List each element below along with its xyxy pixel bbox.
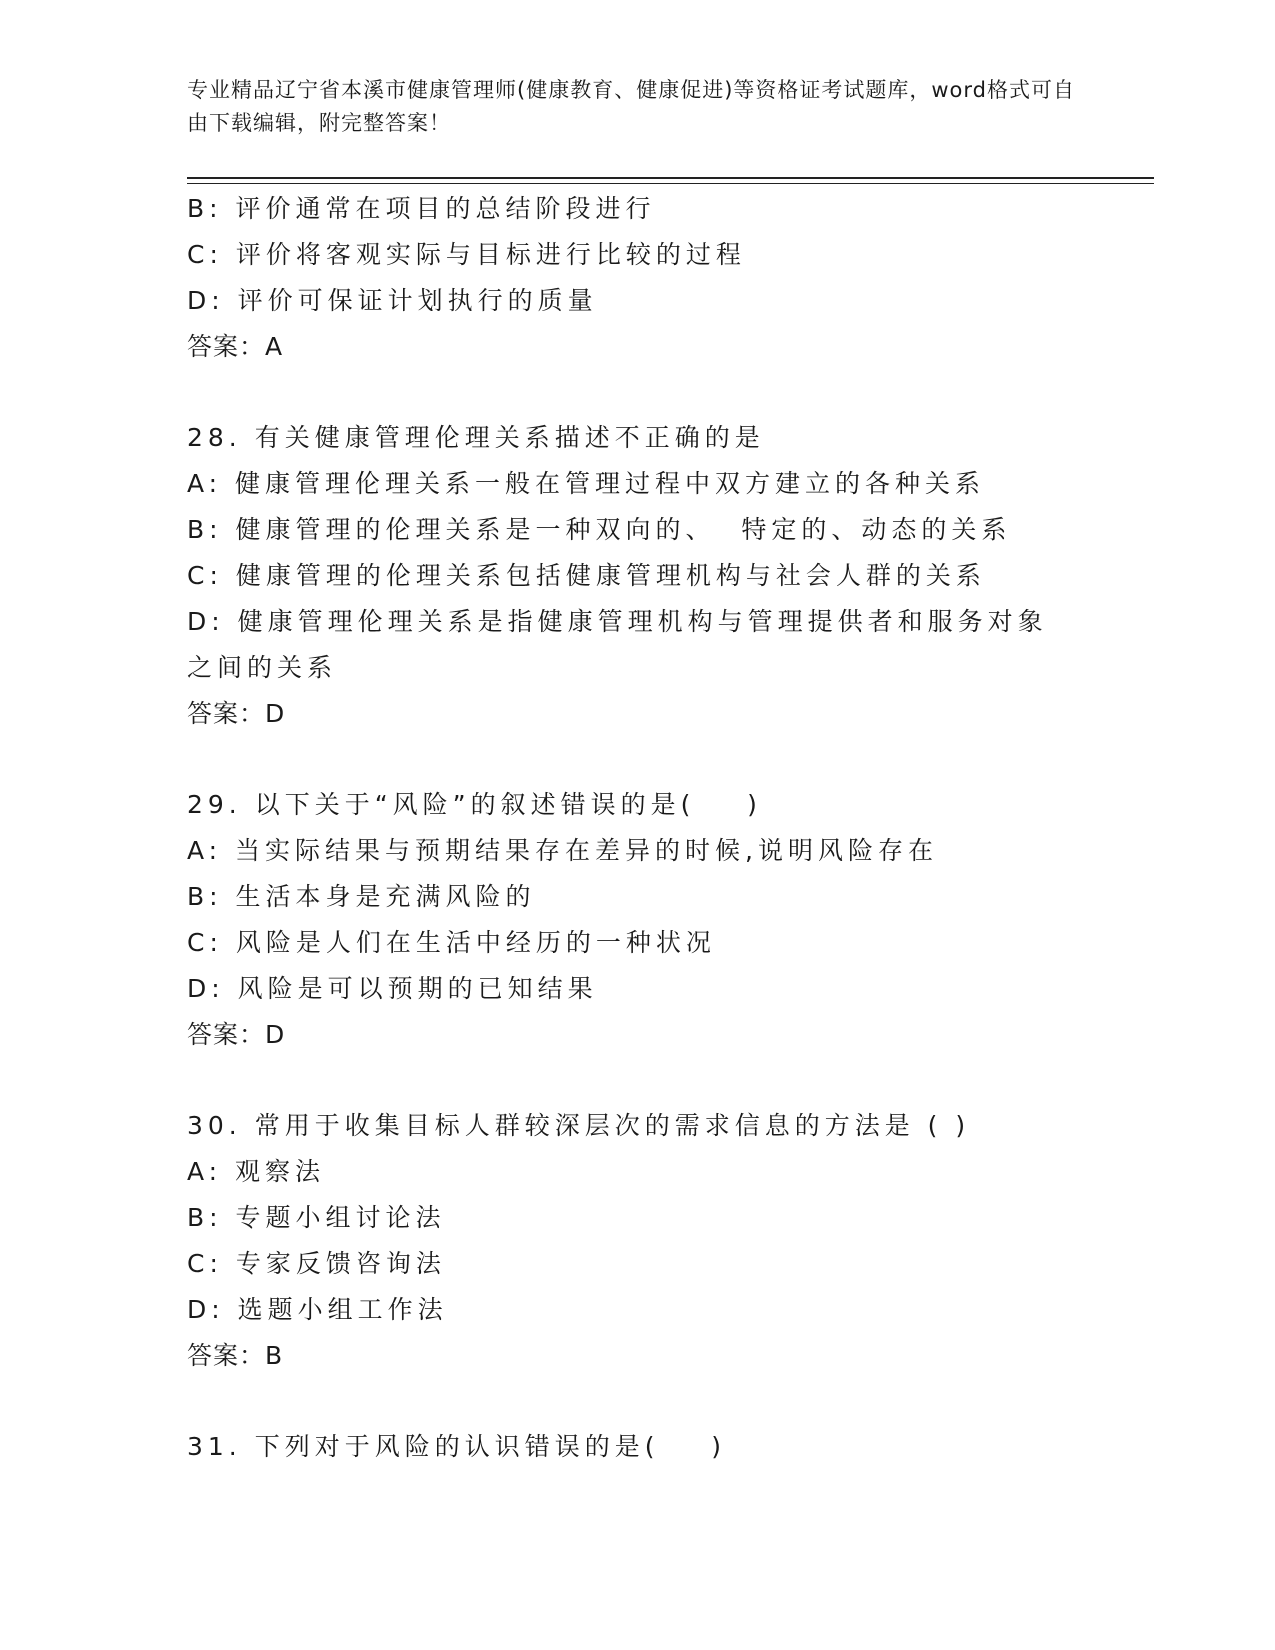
option-d: D: 选题小组工作法 xyxy=(187,1295,448,1324)
question-block-30 xyxy=(187,1103,1127,1379)
option-b: B: 评价通常在项目的总结阶段进行 xyxy=(187,194,656,223)
question-stem: 28. 有关健康管理伦理关系描述不正确的是 xyxy=(187,423,765,452)
answer-line: 答案：B xyxy=(187,1341,284,1370)
answer-line: 答案：D xyxy=(187,1020,286,1049)
question-block-31 xyxy=(187,1424,1127,1470)
option-a: A: 当实际结果与预期结果存在差异的时候,说明风险存在 xyxy=(187,836,938,865)
option-b: B: 专题小组讨论法 xyxy=(187,1203,446,1232)
option-c: C: 健康管理的伦理关系包括健康管理机构与社会人群的关系 xyxy=(187,561,986,590)
page-header: 专业精品辽宁省本溪市健康管理师(健康教育、健康促进)等资格证考试题库，word格式可自由下载编辑，附完整答案！ xyxy=(187,78,1076,135)
option-d: D: 评价可保证计划执行的质量 xyxy=(187,286,598,315)
option-b: B: 生活本身是充满风险的 xyxy=(187,882,536,911)
option-c: C: 专家反馈咨询法 xyxy=(187,1249,446,1278)
option-d: D: 风险是可以预期的已知结果 xyxy=(187,974,598,1003)
header-divider-thick xyxy=(187,177,1154,179)
answer-line: 答案：D xyxy=(187,699,286,728)
answer-line: 答案：A xyxy=(187,332,284,361)
option-b: B: 健康管理的伦理关系是一种双向的、 特定的、动态的关系 xyxy=(187,515,1012,544)
option-d: D: 健康管理伦理关系是指健康管理机构与管理提供者和服务对象之间的关系 xyxy=(187,607,1048,682)
option-a: A: 观察法 xyxy=(187,1157,326,1186)
question-stem: 30. 常用于收集目标人群较深层次的需求信息的方法是 ( ) xyxy=(187,1111,971,1140)
question-stem: 29. 以下关于“风险”的叙述错误的是( ) xyxy=(187,790,762,819)
question-content xyxy=(187,186,1127,1470)
question-block-28 xyxy=(187,415,1127,737)
option-c: C: 评价将客观实际与目标进行比较的过程 xyxy=(187,240,746,269)
option-c: C: 风险是人们在生活中经历的一种状况 xyxy=(187,928,716,957)
question-stem: 31. 下列对于风险的认识错误的是( ) xyxy=(187,1432,727,1461)
header-divider-thin xyxy=(187,183,1154,184)
option-a: A: 健康管理伦理关系一般在管理过程中双方建立的各种关系 xyxy=(187,469,986,498)
prev-question-block xyxy=(187,186,1127,370)
question-block-29 xyxy=(187,782,1127,1058)
